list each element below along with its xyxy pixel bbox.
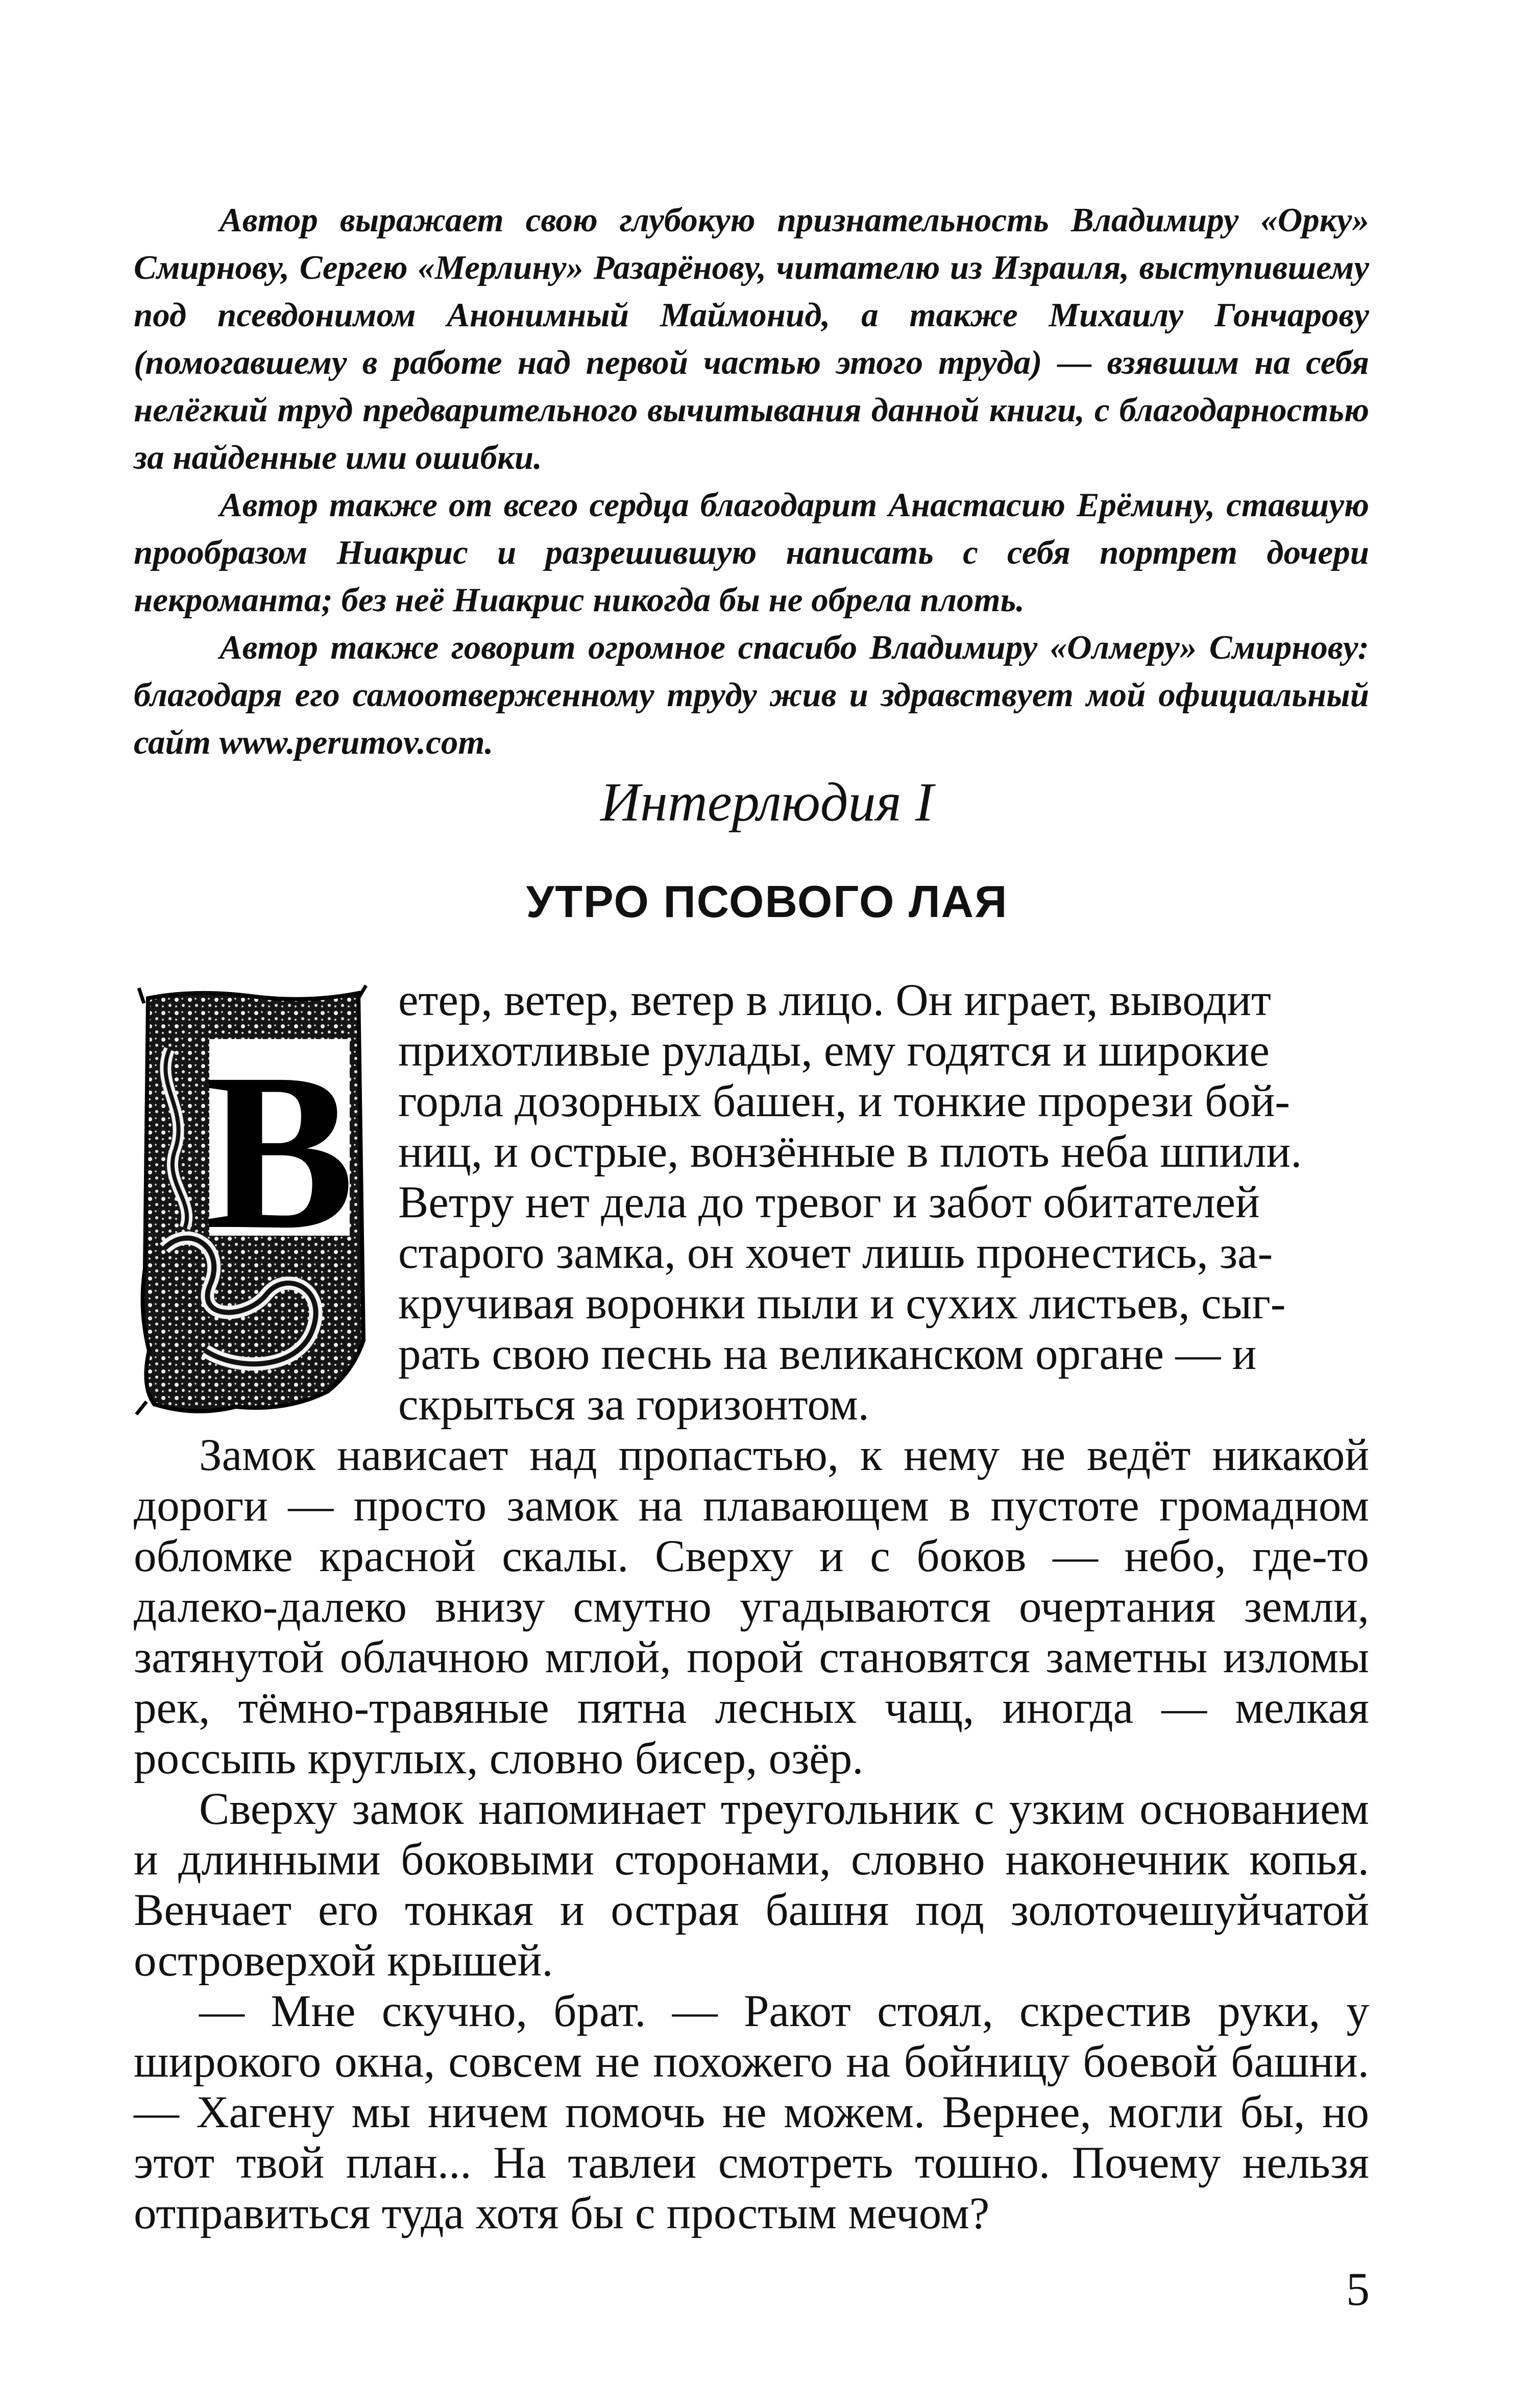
text-paragraph: Замок нависает над пропастью, к нему не ведёт никакой дороги — просто замок на плавающем в пустоте громадном обломке красной скалы. Сверху и с боков — небо, где-то далеко-далеко внизу смутно угадываются очертания земли, затянутой облачною мглой, порой становятся заметны изломы рек, тёмно-травяные пятна лесных чащ, иногда — мелкая россыпь круглых, словно бисер, озёр.: [134, 1430, 1369, 1784]
main-text: [134, 975, 1369, 2239]
ack-paragraph: Автор выражает свою глубокую признательность Владимиру «Орку» Смирнову, Сергею «Мерлину» Разарёнову, читателю из Израиля, выступившему под псевдонимом Анонимный Маймонид, а также Михаилу Гончарову (помогавшему в работе над первой частью этого труда) — взявшим на себя нелёгкий труд предварительного вычитывания данной книги, с благодарностью за найденные ими ошибки.: [134, 201, 1369, 476]
drop-cap-line: Ветру нет дела до тревог и забот обитателей: [398, 1177, 1260, 1227]
ack-paragraph: Автор также говорит огромное спасибо Владимиру «Олмеру» Смирнову: благодаря его самоотверженному труду жив и здравствует мой официальный сайт www.perumov.com.: [134, 629, 1369, 761]
drop-cap-line: рать свою песнь на великанском органе — и: [398, 1329, 1257, 1379]
drop-cap-line: горла дозорных башен, и тонкие прорези бой-: [398, 1076, 1290, 1126]
drop-cap-letter: В: [205, 1027, 355, 1276]
text-paragraph: — Мне скучно, брат. — Ракот стоял, скрестив руки, у широкого окна, совсем не похожего на бойницу боевой башни. — Хагену мы ничем помочь не можем. Вернее, могли бы, но этот твой план... На тавлеи смотреть тошно. Почему нельзя отправиться туда хотя бы с простым мечом?: [134, 1986, 1369, 2238]
drop-cap-line: скрыться за горизонтом.: [398, 1380, 869, 1430]
acknowledgements: [134, 197, 1369, 766]
drop-cap-line: ниц, и острые, вонзённые в плоть неба шпили.: [398, 1127, 1302, 1177]
ack-paragraph: Автор также от всего сердца благодарит Анастасию Ерёмину, ставшую прообразом Ниакрис и разрешившую написать с себя портрет дочери некроманта; без неё Ниакрис никогда бы не обрела плоть.: [134, 486, 1369, 619]
interlude-title: Интерлюдия I: [600, 772, 934, 833]
chapter-title: УТРО ПСОВОГО ЛАЯ: [526, 876, 1008, 927]
text-paragraph: Сверху замок напоминает треугольник с узким основанием и длинными боковыми сторонами, словно наконечник копья. Венчает его тонкая и острая башня под золоточешуйчатой островерхой крышей.: [134, 1784, 1369, 1986]
drop-cap-line: етер, ветер, ветер в лицо. Он играет, выводит: [398, 975, 1271, 1025]
page-number: 5: [1346, 2263, 1370, 2315]
drop-cap-line: старого замка, он хочет лишь пронестись, за-: [398, 1228, 1273, 1278]
drop-cap-line: кручивая воронки пыли и сухих листьев, сыг-: [398, 1279, 1286, 1329]
drop-cap-line: прихотливые рулады, ему годятся и широкие: [398, 1026, 1270, 1076]
